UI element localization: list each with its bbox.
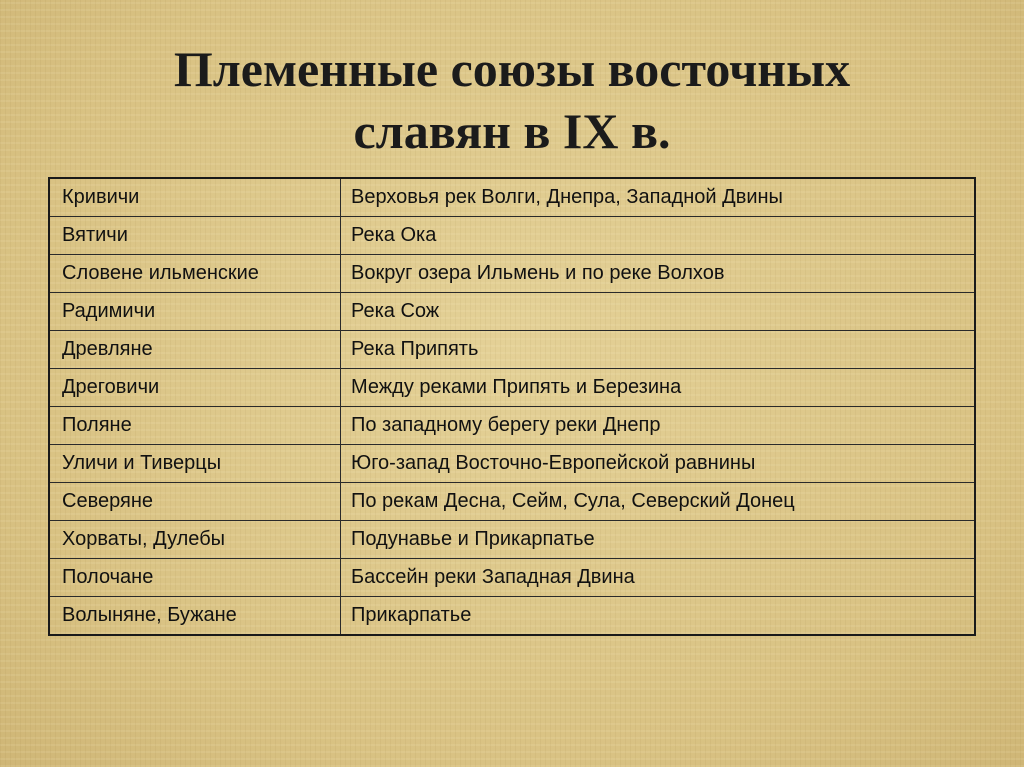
region-cell: Река Припять <box>341 331 976 369</box>
tribe-cell: Северяне <box>49 483 341 521</box>
tribe-cell: Хорваты, Дулебы <box>49 521 341 559</box>
table-row <box>49 559 975 597</box>
tribal-unions-table <box>48 177 976 636</box>
tribe-cell: Полочане <box>49 559 341 597</box>
tribe-cell: Вятичи <box>49 217 341 255</box>
table-row <box>49 407 975 445</box>
region-cell: По рекам Десна, Сейм, Сула, Северский Донец <box>341 483 976 521</box>
region-cell: Юго-запад Восточно-Европейской равнины <box>341 445 976 483</box>
table-row <box>49 217 975 255</box>
region-cell: Бассейн реки Западная Двина <box>341 559 976 597</box>
region-cell: Подунавье и Прикарпатье <box>341 521 976 559</box>
table-row <box>49 521 975 559</box>
tribe-cell: Словене ильменские <box>49 255 341 293</box>
region-cell: Река Сож <box>341 293 976 331</box>
table-body <box>49 178 975 635</box>
tribe-cell: Дреговичи <box>49 369 341 407</box>
table-row <box>49 597 975 636</box>
table-row <box>49 178 975 217</box>
table-row <box>49 369 975 407</box>
table-row <box>49 331 975 369</box>
region-cell: Вокруг озера Ильмень и по реке Волхов <box>341 255 976 293</box>
table-row <box>49 445 975 483</box>
table-row <box>49 255 975 293</box>
slide-title <box>0 38 1024 162</box>
tribe-cell: Древляне <box>49 331 341 369</box>
table-row <box>49 483 975 521</box>
tribe-cell: Кривичи <box>49 178 341 217</box>
tribe-cell: Радимичи <box>49 293 341 331</box>
region-cell: Река Ока <box>341 217 976 255</box>
slide-title-line-2: славян в IX в. <box>353 103 671 159</box>
tribe-cell: Уличи и Тиверцы <box>49 445 341 483</box>
region-cell: По западному берегу реки Днепр <box>341 407 976 445</box>
region-cell: Верховья рек Волги, Днепра, Западной Двины <box>341 178 976 217</box>
tribe-cell: Поляне <box>49 407 341 445</box>
slide-title-line-1: Племенные союзы восточных <box>173 41 851 97</box>
region-cell: Прикарпатье <box>341 597 976 636</box>
tribe-cell: Волыняне, Бужане <box>49 597 341 636</box>
table-row <box>49 293 975 331</box>
region-cell: Между реками Припять и Березина <box>341 369 976 407</box>
